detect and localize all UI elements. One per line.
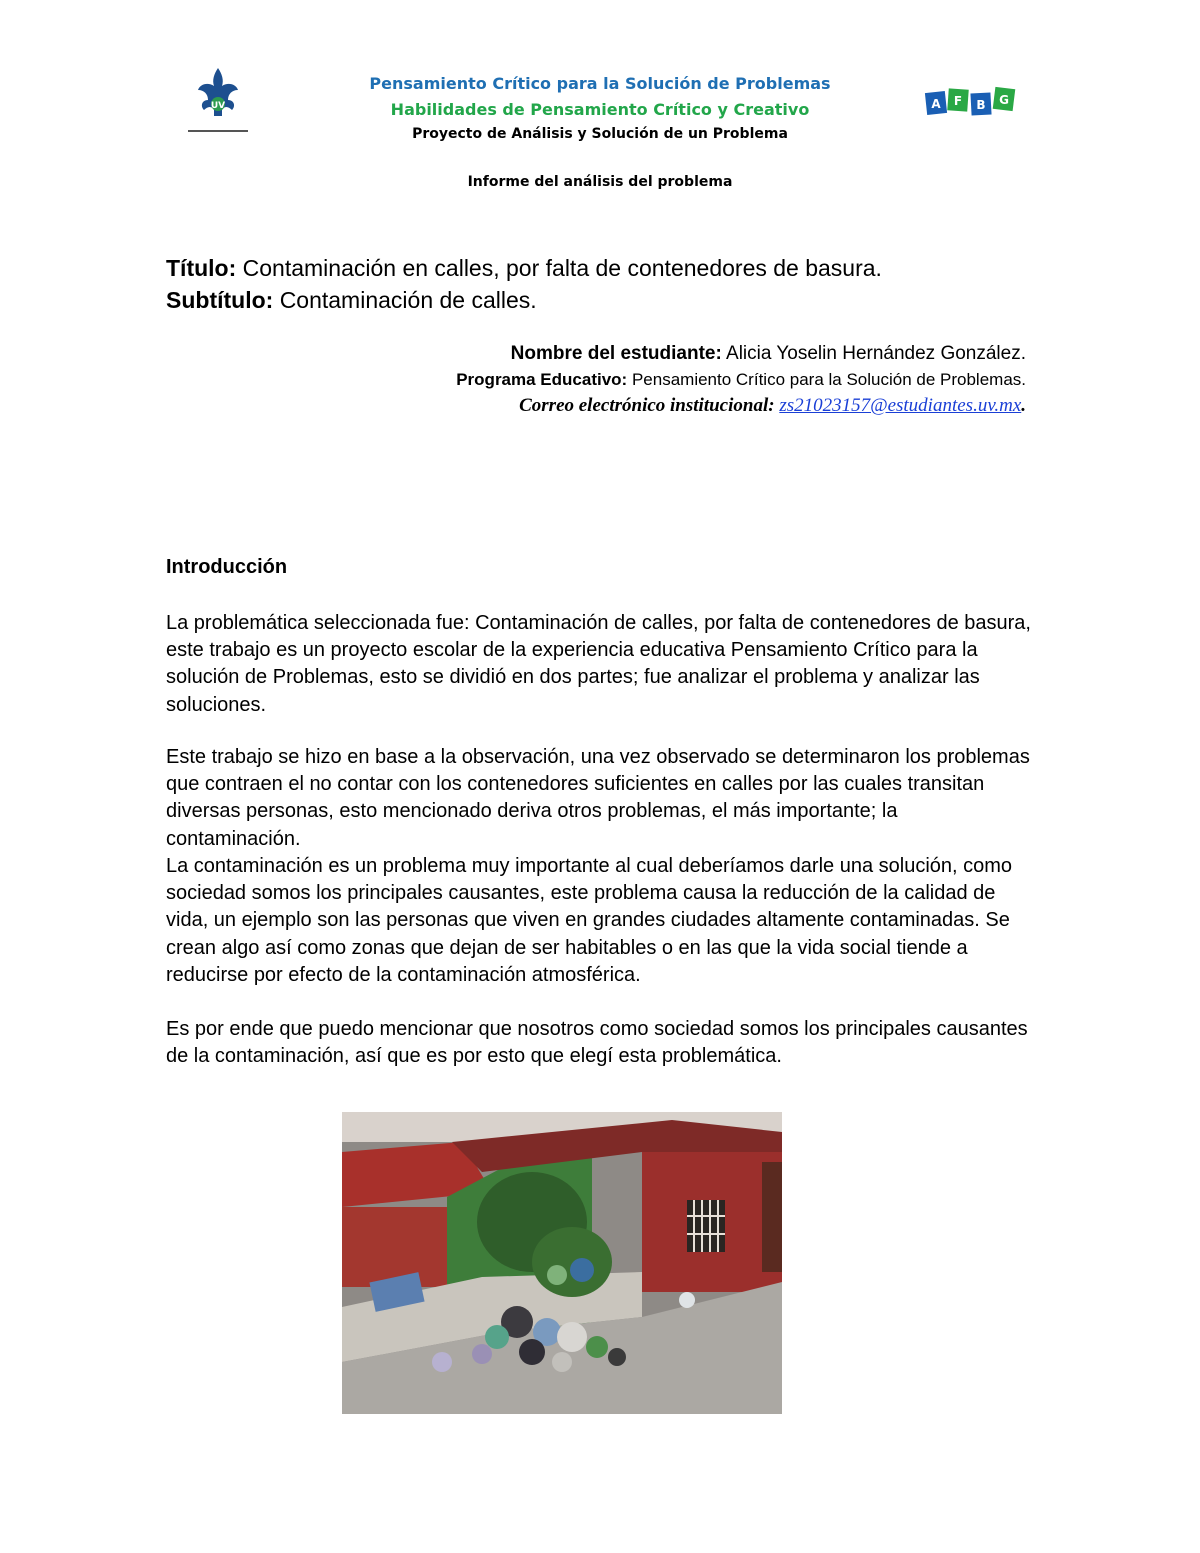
afbg-letter: B bbox=[976, 98, 986, 112]
program-label: Programa Educativo: bbox=[456, 370, 628, 389]
intro-paragraph: La contaminación es un problema muy importante al cual deberíamos darle una solución, como sociedad somos los principales causantes, este problema causa la reducción de la calidad de vida, un ejemplo son las personas que viven en grandes ciudades altamente contaminadas. Se crean algo así como zonas que dejan de ser habitables o en las que la vida social tiende a reducirse por efecto de la contaminación atmosférica. bbox=[166, 855, 1013, 986]
afbg-letter: A bbox=[931, 97, 941, 111]
svg-text:UV: UV bbox=[210, 101, 226, 111]
student-name-line bbox=[511, 341, 1026, 367]
title-block bbox=[166, 252, 882, 316]
introduction-heading: Introducción bbox=[166, 556, 288, 578]
student-name-label: Nombre del estudiante: bbox=[510, 343, 722, 364]
intro-paragraph: Este trabajo se hizo en base a la observación, una vez observado se determinaron los problemas que contraen el no contar con los contenedores suficientes en calles por las cuales transitan diversas personas, esto mencionado deriva otros problemas, el más importante; la contaminación. bbox=[166, 746, 1030, 850]
email-suffix: . bbox=[1021, 395, 1026, 416]
garbage-street-photo bbox=[342, 1112, 782, 1414]
report-label: Informe del análisis del problema bbox=[467, 174, 733, 190]
title-text: Contaminación en calles, por falta de contenedores de basura. bbox=[242, 255, 882, 281]
email-line bbox=[519, 393, 1026, 419]
student-name: Alicia Yoselin Hernández González. bbox=[726, 343, 1026, 364]
program-line bbox=[456, 367, 1026, 393]
header-skills-subtitle: Habilidades de Pensamiento Crítico y Creativo bbox=[390, 100, 810, 119]
intro-paragraph: La problemática seleccionada fue: Contaminación de calles, por falta de contenedores de basura, este trabajo es un proyecto escolar de la experiencia educativa Pensamiento Crítico para la solución de Problemas, esto se dividió en dos partes; fue analizar el problema y analizar las soluciones. bbox=[166, 612, 1031, 716]
subtitle-text: Contaminación de calles. bbox=[279, 287, 537, 313]
intro-paragraph: Es por ende que puedo mencionar que nosotros como sociedad somos los principales causantes de la contaminación, así que es por esto que elegí esta problemática. bbox=[166, 1018, 1028, 1068]
subtitle-label: Subtítulo: bbox=[166, 287, 274, 313]
afbg-letter: F bbox=[953, 94, 963, 108]
email-label: Correo electrónico institucional: bbox=[519, 395, 775, 416]
header-course-title: Pensamiento Crítico para la Solución de Problemas bbox=[369, 74, 831, 93]
email-link[interactable]: zs21023157@estudiantes.uv.mx bbox=[779, 395, 1022, 416]
program-name: Pensamiento Crítico para la Solución de Problemas. bbox=[631, 370, 1026, 389]
title-label: Título: bbox=[166, 255, 237, 281]
subtitle-line bbox=[166, 284, 882, 316]
title-line bbox=[166, 252, 882, 284]
afbg-letter: G bbox=[999, 93, 1009, 107]
header-project-title: Proyecto de Análisis y Solución de un Problema bbox=[412, 126, 788, 142]
